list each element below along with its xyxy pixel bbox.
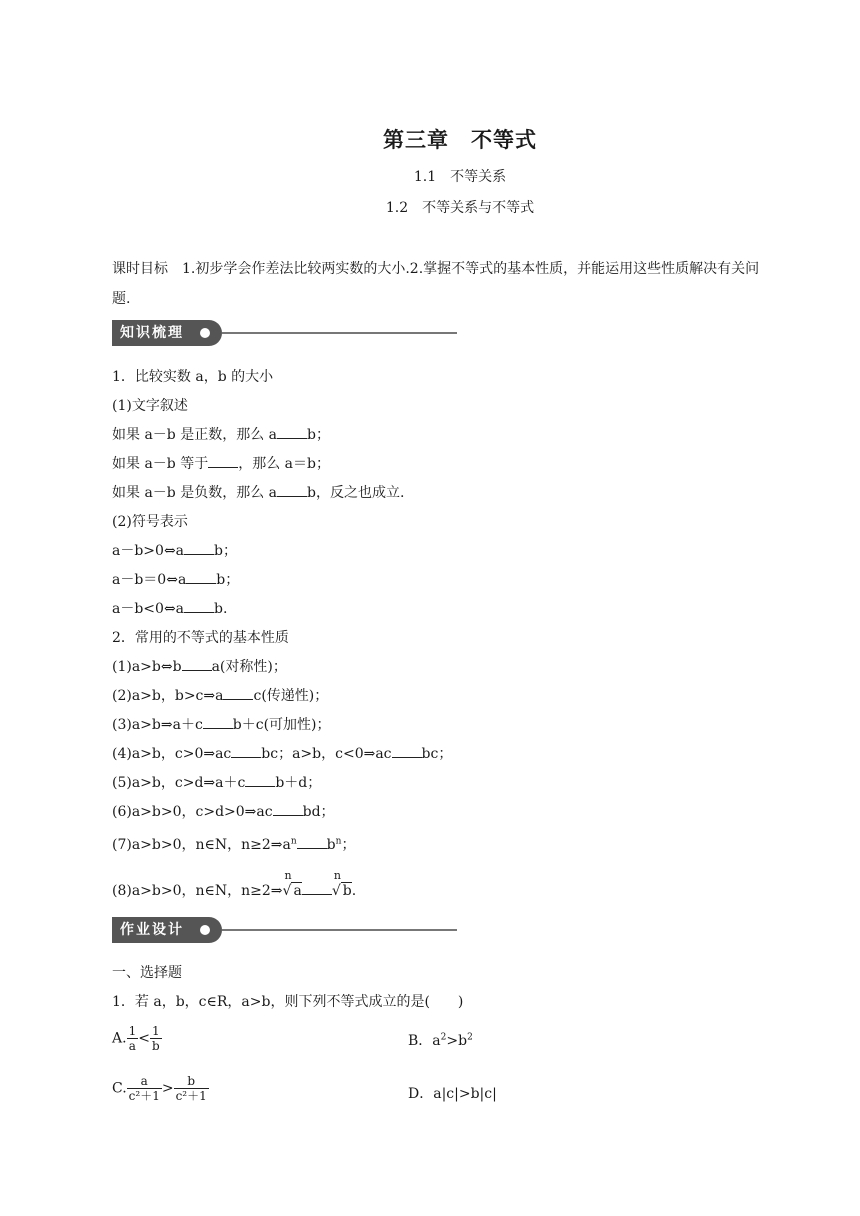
kb-heading-1: 1．比较实数 a，b 的大小	[112, 369, 274, 385]
kb-prop-7	[112, 834, 355, 854]
nth-root: n √ b	[331, 869, 352, 899]
text: bc；	[421, 746, 453, 762]
kb-prop-5	[112, 772, 321, 792]
text: b＋d；	[275, 775, 322, 791]
text: 如果 a－b 等于	[112, 456, 209, 472]
text: (4)a>b，c>0⇒ac	[112, 746, 232, 762]
option-label: A.	[112, 1030, 127, 1047]
option-b	[408, 1030, 473, 1050]
text: b，反之也成立.	[307, 485, 405, 501]
answer-blank	[245, 774, 275, 787]
fraction	[174, 1074, 209, 1103]
option-label: C.	[112, 1080, 127, 1097]
text: bd；	[302, 804, 335, 820]
text: b；	[216, 572, 240, 588]
text: c(传递性)；	[253, 688, 329, 704]
fraction	[127, 1074, 162, 1103]
kb-line-1	[112, 424, 330, 444]
text: b	[326, 837, 336, 853]
text: 如果 a－b 是正数，那么 a	[112, 427, 278, 443]
chapter-title: 第三章 不等式	[383, 127, 537, 152]
banner-label: 知识梳理	[112, 320, 222, 346]
text: b.	[214, 601, 228, 617]
text: (6)a>b>0，c>d>0⇒ac	[112, 804, 273, 820]
answer-blank	[297, 836, 327, 849]
section-title-1: 1.1 不等关系	[413, 169, 507, 185]
operator: <	[138, 1030, 150, 1047]
kb-line-3	[112, 482, 404, 502]
kb-line-2	[112, 453, 330, 473]
option-a	[112, 1024, 162, 1053]
denominator: a	[128, 1039, 136, 1053]
lesson-goal: 课时目标 1.初步学会作差法比较两实数的大小.2.掌握不等式的基本性质，并能运用这些性质解决有关问题.	[112, 261, 760, 307]
exponent: n	[335, 836, 342, 847]
answer-blank	[184, 600, 214, 613]
exponent: n	[290, 836, 297, 847]
numerator: b	[174, 1074, 209, 1089]
kb-prop-3	[112, 714, 331, 734]
fraction	[150, 1024, 162, 1053]
answer-blank	[273, 803, 303, 816]
answer-blank	[302, 882, 332, 895]
denominator: c²＋1	[175, 1089, 207, 1103]
text: a－b<0⇔a	[112, 601, 185, 617]
text: (7)a>b>0，n∈N，n≥2⇒a	[112, 837, 291, 853]
hw-section: 一、选择题	[112, 965, 182, 981]
text: (2)a>b，b>c⇒a	[112, 688, 224, 704]
exponent: 2	[440, 1032, 447, 1043]
text: a－b>0⇔a	[112, 543, 185, 559]
root-index: n	[333, 869, 341, 882]
exponent: 2	[467, 1032, 473, 1043]
option-c	[112, 1074, 209, 1103]
text: bc；a>b，c<0⇒ac	[261, 746, 392, 762]
option-d: D．a|c|>b|c|	[408, 1086, 497, 1102]
banner-label: 作业设计	[112, 917, 222, 943]
nth-root: n √ a	[282, 869, 302, 899]
kb-sym-2	[112, 569, 239, 589]
text: (1)a>b⇔b	[112, 659, 182, 675]
kb-prop-1	[112, 656, 287, 676]
banner-dot-icon	[200, 328, 210, 338]
answer-blank	[277, 484, 307, 497]
text: b；	[307, 427, 330, 443]
text: b；	[214, 543, 237, 559]
banner-rule	[222, 929, 457, 931]
answer-blank	[223, 687, 253, 700]
fraction	[127, 1024, 139, 1053]
homework-banner	[112, 917, 457, 943]
kb-sym-1	[112, 540, 237, 560]
answer-blank	[277, 426, 307, 439]
answer-blank	[231, 745, 261, 758]
kb-prop-2	[112, 685, 328, 705]
numerator: 1	[128, 1024, 137, 1038]
text: B．a	[408, 1033, 441, 1049]
answer-blank	[203, 716, 233, 729]
denominator: b	[151, 1039, 160, 1053]
denominator: c²＋1	[128, 1089, 160, 1103]
text: a－b＝0⇔a	[112, 572, 187, 588]
text: (5)a>b，c>d⇒a＋c	[112, 775, 246, 791]
text: (8)a>b>0，n∈N，n≥2⇒	[112, 883, 283, 899]
kb-prop-8	[112, 869, 357, 900]
numerator: a	[127, 1074, 162, 1089]
kb-prop-6	[112, 801, 335, 821]
text: ；	[341, 837, 356, 853]
radicand: a	[293, 883, 302, 899]
kb-para-1: (1)文字叙述	[112, 398, 188, 414]
numerator: 1	[150, 1024, 162, 1039]
hw-question-1: 1．若 a，b，c∈R，a>b，则下列不等式成立的是( )	[112, 994, 464, 1010]
kb-prop-4	[112, 743, 452, 763]
kb-para-2: (2)符号表示	[112, 514, 188, 530]
text: .	[351, 883, 357, 899]
answer-blank	[182, 658, 212, 671]
answer-blank	[208, 455, 238, 468]
answer-blank	[392, 745, 422, 758]
text: (3)a>b⇒a＋c	[112, 717, 203, 733]
radicand: b	[342, 883, 352, 899]
kb-heading-2: 2．常用的不等式的基本性质	[112, 630, 289, 646]
section-title-2: 1.2 不等关系与不等式	[385, 200, 535, 216]
text: >b	[446, 1033, 468, 1049]
text: ，那么 a＝b；	[238, 456, 330, 472]
kb-sym-3	[112, 598, 227, 618]
text: 如果 a－b 是负数，那么 a	[112, 485, 278, 501]
text: a(对称性)；	[211, 659, 287, 675]
operator: >	[161, 1080, 174, 1097]
root-index: n	[284, 869, 292, 882]
answer-blank	[186, 571, 216, 584]
text: b＋c(可加性)；	[232, 717, 331, 733]
banner-dot-icon	[200, 925, 210, 935]
knowledge-banner	[112, 320, 457, 346]
banner-rule	[222, 332, 457, 334]
answer-blank	[184, 542, 214, 555]
